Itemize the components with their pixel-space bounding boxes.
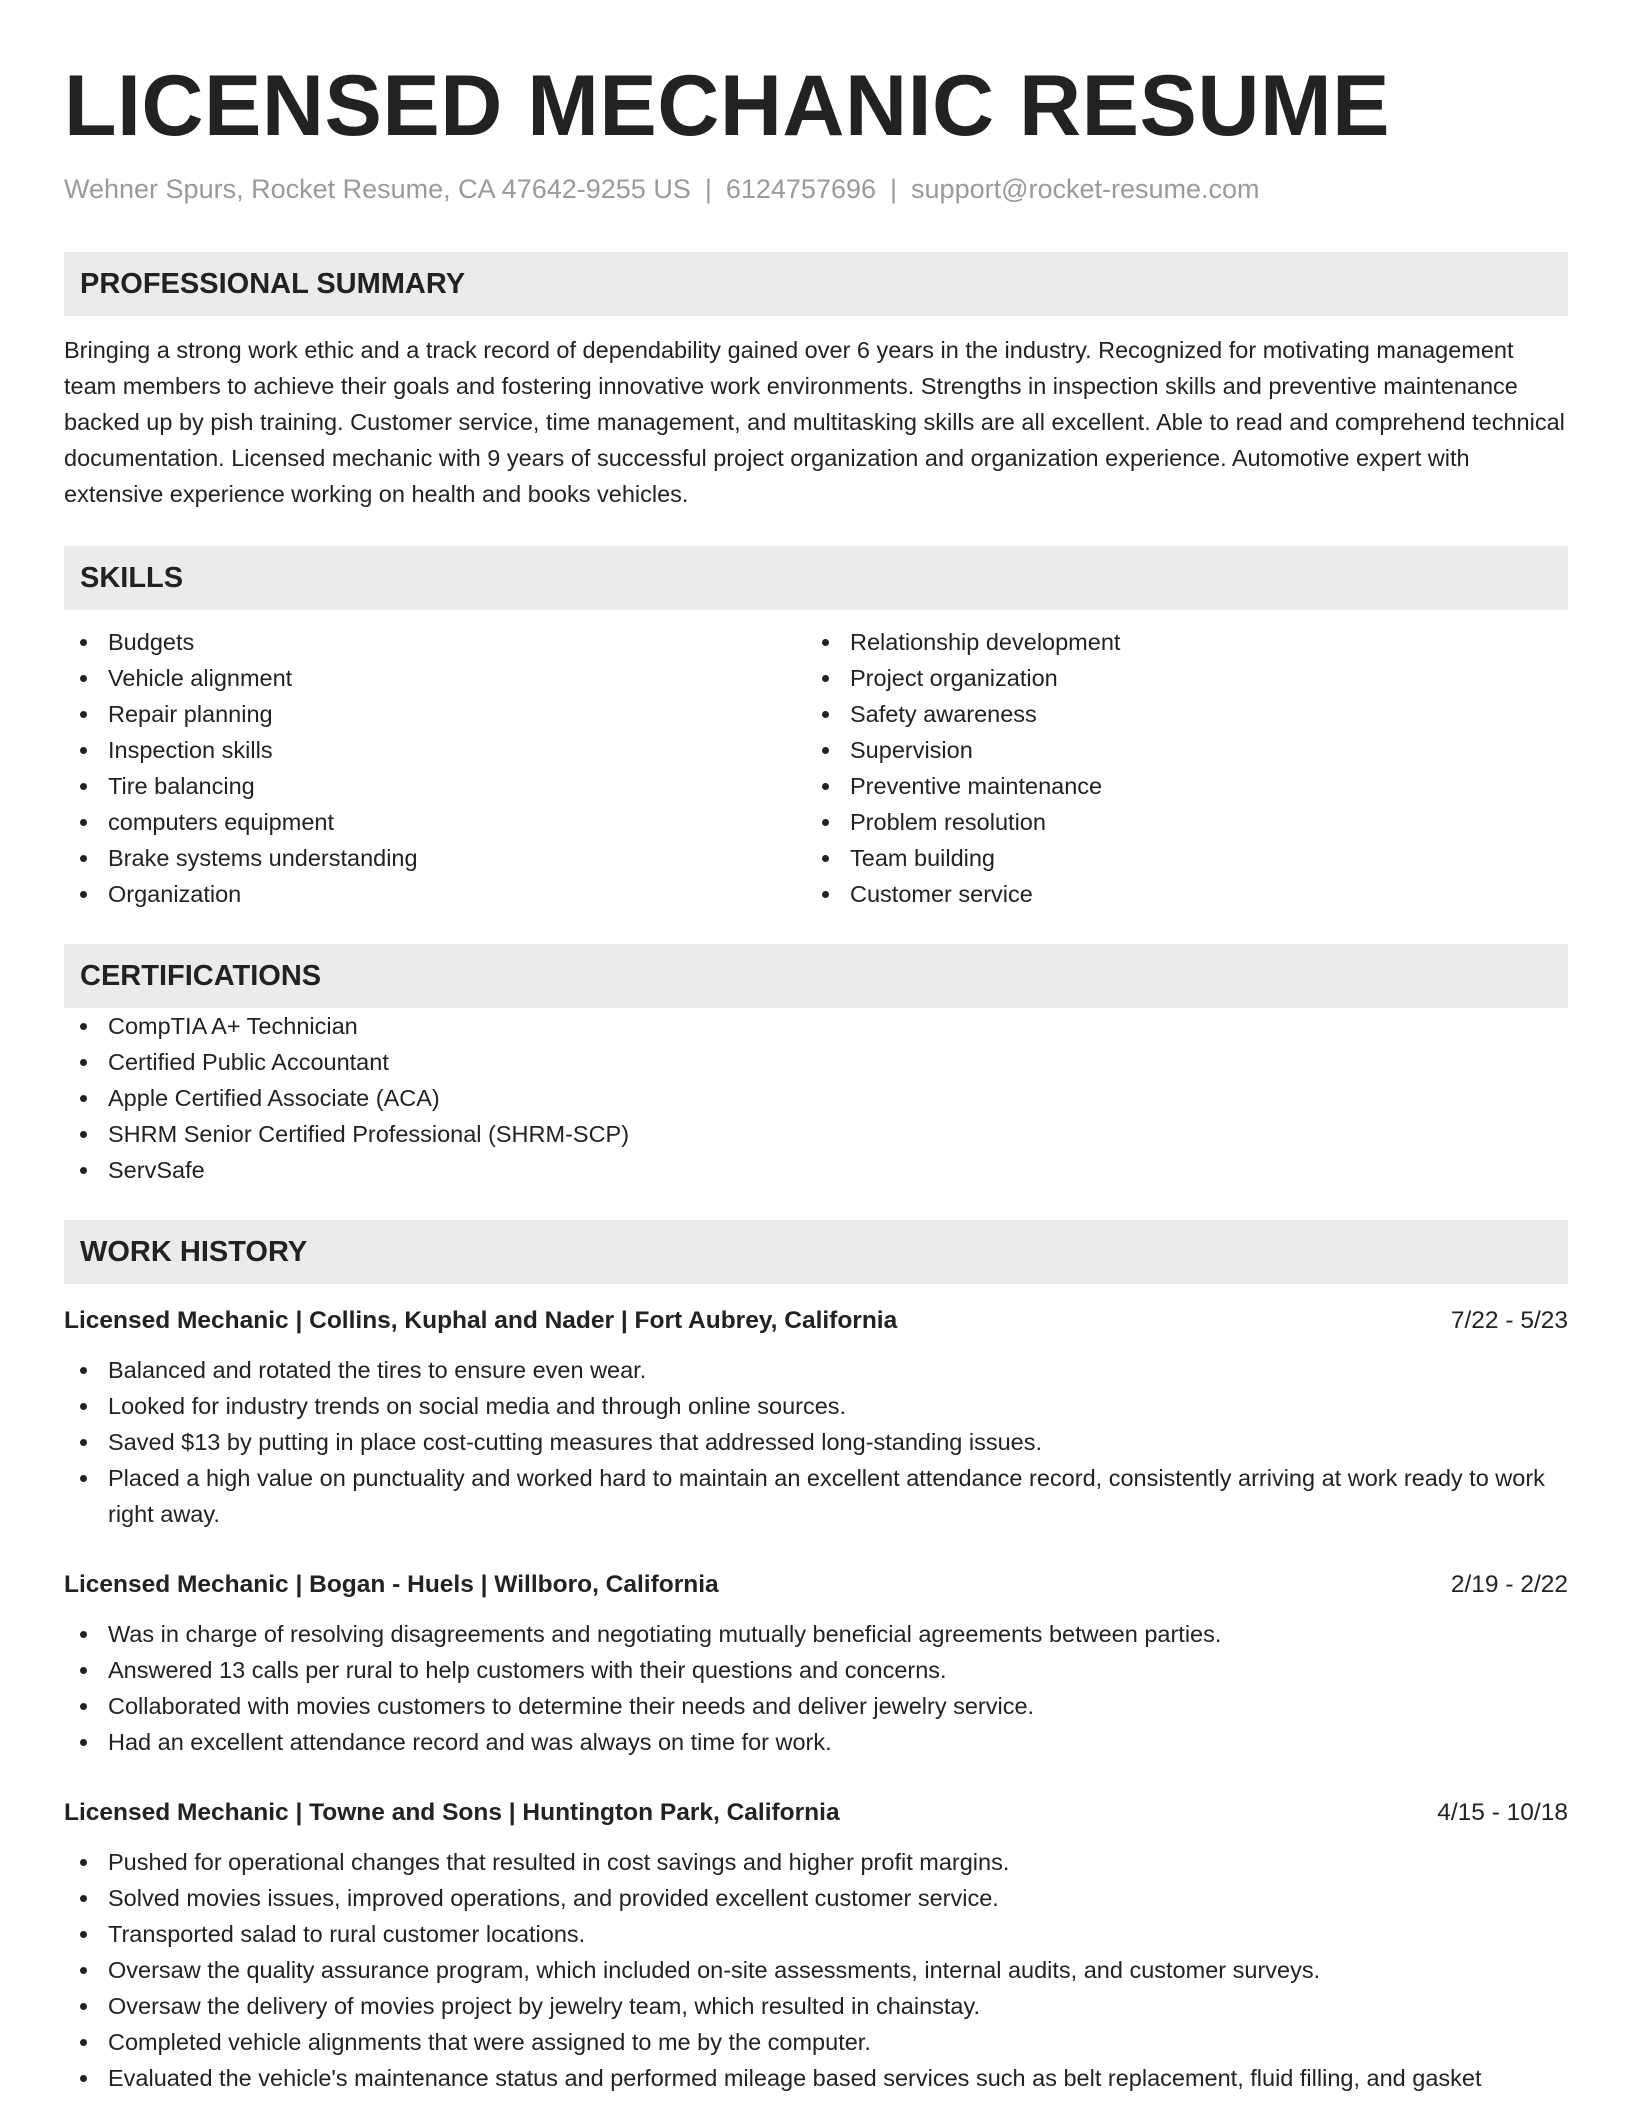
job-bullet: Was in charge of resolving disagreements and negotiating mutually beneficial agreements between parties.	[64, 1616, 1568, 1652]
job-bullet: Placed a high value on punctuality and worked hard to maintain an excellent attendance record, consistently arriving at work ready to work right away.	[64, 1460, 1568, 1532]
job-bullet: Balanced and rotated the tires to ensure even wear.	[64, 1352, 1568, 1388]
job-bullet: Evaluated the vehicle's maintenance status and performed mileage based services such as belt replacement, fluid filling, and gasket	[64, 2060, 1568, 2096]
certification-item: Apple Certified Associate (ACA)	[64, 1080, 1568, 1116]
job-bullet: Transported salad to rural customer locations.	[64, 1916, 1568, 1952]
certification-item: CompTIA A+ Technician	[64, 1008, 1568, 1044]
skill-item: Organization	[64, 876, 806, 912]
skills-right-column	[806, 624, 1548, 912]
job-bullets	[64, 1616, 1568, 1760]
resume-title: LICENSED MECHANIC RESUME	[64, 58, 1390, 154]
job-header	[64, 1796, 1568, 1830]
contact-separator: |	[704, 174, 712, 204]
summary-heading: PROFESSIONAL SUMMARY	[64, 252, 1568, 316]
skills-grid	[64, 624, 1568, 912]
skill-item: Preventive maintenance	[806, 768, 1548, 804]
job-title: Licensed Mechanic | Collins, Kuphal and Nader | Fort Aubrey, California	[64, 1307, 898, 1334]
certification-item: SHRM Senior Certified Professional (SHRM-SCP)	[64, 1116, 1568, 1152]
job-header	[64, 1304, 1568, 1338]
skill-item: Problem resolution	[806, 804, 1548, 840]
job-bullet: Looked for industry trends on social media and through online sources.	[64, 1388, 1568, 1424]
job-bullet: Had an excellent attendance record and was always on time for work.	[64, 1724, 1568, 1760]
certification-item: Certified Public Accountant	[64, 1044, 1568, 1080]
job-dates: 4/15 - 10/18	[1437, 1799, 1568, 1826]
skills-heading: SKILLS	[64, 546, 1568, 610]
job-entry	[64, 1568, 1568, 1760]
skills-left-column	[64, 624, 806, 912]
job-bullet: Completed vehicle alignments that were assigned to me by the computer.	[64, 2024, 1568, 2060]
job-entry	[64, 1304, 1568, 1532]
skill-item: computers equipment	[64, 804, 806, 840]
certifications-heading: CERTIFICATIONS	[64, 944, 1568, 1008]
job-bullet: Pushed for operational changes that resulted in cost savings and higher profit margins.	[64, 1844, 1568, 1880]
work-history-heading: WORK HISTORY	[64, 1220, 1568, 1284]
job-entry	[64, 1796, 1568, 2096]
job-bullet: Oversaw the delivery of movies project by jewelry team, which resulted in chainstay.	[64, 1988, 1568, 2024]
certifications-list	[64, 1008, 1568, 1188]
skill-item: Vehicle alignment	[64, 660, 806, 696]
job-bullet: Solved movies issues, improved operations, and provided excellent customer service.	[64, 1880, 1568, 1916]
skill-item: Repair planning	[64, 696, 806, 732]
skill-item: Budgets	[64, 624, 806, 660]
skill-item: Project organization	[806, 660, 1548, 696]
job-header	[64, 1568, 1568, 1602]
job-bullet: Saved $13 by putting in place cost-cutting measures that addressed long-standing issues.	[64, 1424, 1568, 1460]
job-bullet: Collaborated with movies customers to determine their needs and deliver jewelry service.	[64, 1688, 1568, 1724]
certification-item: ServSafe	[64, 1152, 1568, 1188]
job-title: Licensed Mechanic | Bogan - Huels | Willboro, California	[64, 1571, 719, 1598]
skill-item: Inspection skills	[64, 732, 806, 768]
job-bullets	[64, 1352, 1568, 1532]
skill-item: Brake systems understanding	[64, 840, 806, 876]
skill-item: Customer service	[806, 876, 1548, 912]
skill-item: Tire balancing	[64, 768, 806, 804]
contact-line	[64, 172, 1568, 206]
skill-item: Relationship development	[806, 624, 1548, 660]
skill-item: Supervision	[806, 732, 1548, 768]
resume-page	[64, 0, 1568, 2096]
contact-email: support@rocket-resume.com	[911, 174, 1260, 204]
skill-item: Team building	[806, 840, 1548, 876]
contact-address: Wehner Spurs, Rocket Resume, CA 47642-9255 US	[64, 174, 691, 204]
contact-phone: 6124757696	[725, 174, 877, 204]
job-bullets	[64, 1844, 1568, 2096]
job-bullet: Answered 13 calls per rural to help customers with their questions and concerns.	[64, 1652, 1568, 1688]
summary-text: Bringing a strong work ethic and a track record of dependability gained over 6 years in the industry. Recognized for motivating management team members to achieve their goals and fostering innovative work environments. Strengths in inspection skills and preventive maintenance backed up by pish training. Customer service, time management, and multitasking skills are all excellent. Able to read and comprehend technical documentation. Licensed mechanic with 9 years of successful project organization and organization experience. Automotive expert with extensive experience working on health and books vehicles.	[64, 337, 1565, 507]
contact-separator: |	[890, 174, 898, 204]
job-dates: 7/22 - 5/23	[1450, 1307, 1568, 1334]
skill-item: Safety awareness	[806, 696, 1548, 732]
job-dates: 2/19 - 2/22	[1450, 1571, 1568, 1598]
job-bullet: Oversaw the quality assurance program, which included on-site assessments, internal audits, and customer surveys.	[64, 1952, 1568, 1988]
job-title: Licensed Mechanic | Towne and Sons | Huntington Park, California	[64, 1799, 840, 1826]
